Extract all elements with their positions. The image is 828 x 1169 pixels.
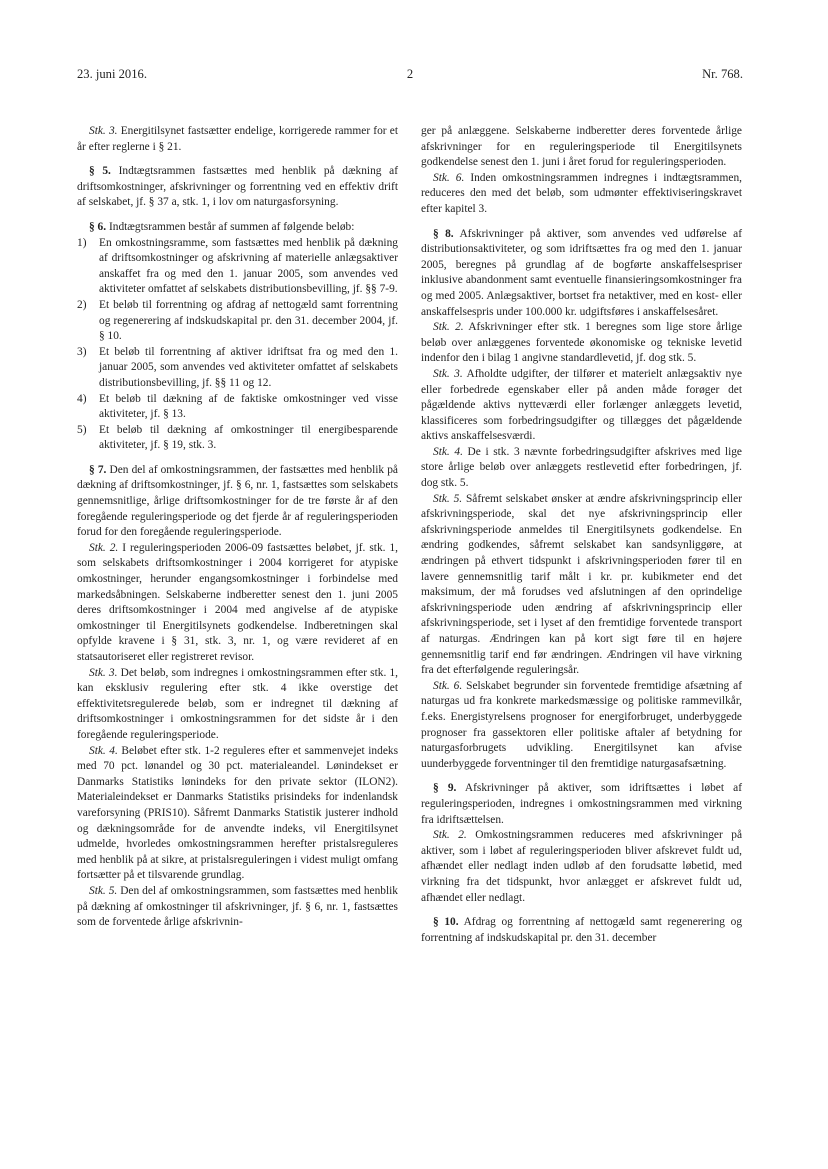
paragraph-text: Energitilsynet fastsætter endelige, korrigerede rammer for et år efter reglerne i § 21. — [77, 125, 398, 153]
paragraph-text: Beløbet efter stk. 1-2 reguleres efter et sammenvejet indeks med 70 pct. lønandel og 30 pct. materialeandel. Lønindekset er Danmarks Statistiks lønindeks for den private sektor (ILON2). Materialeindekset er Danmarks Statistiks prisindeks for indenlandsk vareforsyning (PRIS10). Såfremt Danmarks Statistik justerer indhold og dækningsområde for de anvendte indeks, vil Energitilsynet udmelde, hvorledes omkostningsrammen herefter pristalsreguleres med henblik på at sikre, at pristalsreguleringen i videst muligt omfang fortsætter på et tilsvarende grundlag. — [77, 744, 398, 882]
paragraph-text: Såfremt selskabet ønsker at ændre afskrivningsprincip eller afskrivningsperiode, skal det nye afskrivningsprincip eller afskrivningsperiode anmeldes til Energitilsynets godkendelse. En ændring godkendes, såfremt selskabet kan sandsynliggøre, at ændringen på ethvert tidspunkt i afskrivningsperioden fører til en lavere gennemsnitlig tarif målt i kr. pr. kubikmeter end det maksimum, der må forudses ved afslutningen af den oprindelige afskrivningsperiode uden ændring af afskrivningsprincip eller afskrivningsperiode, set i lyset af den fremtidige forventede transport af naturgas. Ændringen kan på kort sigt føre til en højere gennemsnitlig tarif end før ændringen. Ændringen vil have virkning fra det efterfølgende reguleringsår. — [421, 492, 742, 677]
list-item-text: Et beløb til forrentning og afdrag af nettogæld samt forrentning og regenerering af indskudskapital pr. den 31. december 2004, jf. § 10. — [99, 298, 398, 343]
stk-label: Stk. 4. — [433, 445, 463, 458]
section-number: § 6. — [89, 220, 107, 233]
list-item — [77, 423, 398, 454]
left-column — [77, 124, 398, 931]
stk-label: Stk. 3. — [89, 125, 118, 137]
section-number: § 5. — [89, 165, 111, 178]
stk-label: Stk. 6. — [433, 171, 465, 184]
stk-label: Stk. 2. — [433, 829, 467, 842]
paragraph-text: Det beløb, som indregnes i omkostningsrammen efter stk. 1, kan eksklusiv regulering efter stk. 4 ikke overstige det effektivitetsregulerede beløb, som er indregnet til dækning af driftsomkostninger i omkostningsrammen for det sidste år i den foregående reguleringsperiode. — [77, 666, 398, 741]
paragraph-stk — [421, 828, 742, 906]
paragraph-stk — [77, 541, 398, 666]
right-column — [421, 124, 742, 946]
paragraph-text: Afskrivninger på aktiver, som idriftsættes i løbet af reguleringsperioden, indregnes i omkostningsrammen med virkning fra idriftsættelsen. — [421, 782, 742, 826]
paragraph-text: Afskrivninger på aktiver, som anvendes ved udførelse af distributionsaktiviteter, og som idriftsættes fra og med den 1. januar 2005, beregnes på grundlag af de bogførte anskaffelsespriser inklusive abandonment samt eventuelle finansieringsomkostninger fra og med 2005. Anlægsaktiver, bortset fra netaktiver, med en kost- eller anskaffelsespris under 100.000 kr. udgiftsføres i anskaffelsesåret. — [421, 227, 742, 318]
list-item — [77, 392, 398, 423]
list-item-number: 5) — [77, 423, 87, 436]
section-paragraph — [77, 463, 398, 541]
section-number: § 7. — [89, 463, 107, 476]
header-date: 23. juni 2016. — [77, 67, 147, 81]
paragraph-text: Afskrivninger efter stk. 1 beregnes som lige store årlige beløb over anlæggenes forventede økonomiske og tekniske levetid indenfor den i bilag 1 angivne standardlevetid, jf. dog stk. 5. — [421, 321, 743, 365]
paragraph-continuation: ger på anlæggene. Selskaberne indberetter deres forventede årlige afskrivninger for en reguleringsperiode til Energitilsynets godkendelse senest den 1. juni i året forud for reguleringsperioden. — [421, 125, 742, 169]
paragraph-stk — [77, 124, 398, 155]
list-item-text: En omkostningsramme, som fastsættes med henblik på dækning af driftsomkostninger og afskrivning af materielle anlægsaktiver anskaffet fra og med den 1. januar 2005, som anvendes ved aktiviteter omfattet af selskabets distributionsbevilling, jf. §§ 7-9. — [99, 236, 398, 296]
list-item-text: Et beløb til forrentning af aktiver idriftsat fra og med den 1. januar 2005, som anvendes ved aktiviteter omfattet af selskabets distributionsbevilling, jf. §§ 11 og 12. — [99, 345, 398, 389]
stk-label: Stk. 2. — [433, 321, 464, 334]
stk-label: Stk. 5. — [433, 492, 463, 505]
list-item-number: 3) — [77, 345, 87, 358]
stk-label: Stk. 3. — [89, 666, 118, 679]
section-paragraph — [77, 164, 398, 211]
paragraph-text: Afholdte udgifter, der tilfører et materielt anlægsaktiv nye eller forbedrede egenskaber eller på anden måde forøger det pågældende aktivs nytteværdi eller forlænger anlæggets levetid, klassificeres som forbedringsudgifter og tillægges det pågældende aktivs anskaffelsesværdi. — [421, 367, 743, 443]
list-item-number: 4) — [77, 392, 87, 405]
list-item — [77, 298, 398, 345]
paragraph-stk — [421, 367, 742, 445]
section-paragraph — [77, 220, 398, 236]
paragraph-text: Omkostningsrammen reduceres med afskrivninger på aktiver, som i løbet af reguleringsperioden bliver afskrevet fuldt ud, afhændet eller nedlagt inden udløb af den forudsatte løbetid, med virkning fra det tidspunkt, hvor anlægget er afskrevet fuldt ud, afhændet eller nedlagt. — [421, 829, 742, 904]
section-number: § 9. — [433, 782, 457, 795]
paragraph-text: Den del af omkostningsrammen, der fastsættes med henblik på dækning af driftsomkostninger, jf. § 6, nr. 1, fastsættes som selskabets gennemsnitlige, årlige driftsomkostninger for de tre første år af den foregående reguleringsperiode og det fjerde år af reguleringsperioden forud for den foregående reguleringsperiode. — [77, 463, 398, 539]
list-item-text: Et beløb til dækning af de faktiske omkostninger ved visse aktiviteter, jf. § 13. — [99, 392, 398, 421]
section-paragraph — [421, 227, 742, 321]
list-item — [77, 236, 398, 298]
stk-label: Stk. 2. — [89, 541, 119, 554]
paragraph-stk — [77, 744, 398, 884]
list-item-number: 2) — [77, 298, 87, 311]
stk-label: Stk. 6. — [433, 679, 463, 692]
paragraph-text: Indtægtsrammen består af summen af følgende beløb: — [108, 220, 355, 233]
numbered-list — [77, 236, 398, 454]
paragraph-text: Selskabet begrunder sin forventede fremtidige afsætning af naturgas ud fra konkrete markedsmæssige og politiske rammevilkår, f.eks. Energistyrelsens prognoser for energiforbruget, underbyggede prognoser fra gassektoren eller politiske aftaler af betydning for naturgasforbrugets udvikling. Energitilsynet kan afvise uunderbyggede forventninger til den fremtidige naturgasafsætning. — [421, 679, 742, 770]
paragraph-stk — [421, 171, 742, 218]
paragraph-text: Indtægtsrammen fastsættes med henblik på dækning af driftsomkostninger, afskrivninger og forrentning ved en effektiv drift af selskabet, jf. § 37 a, stk. 1, i lov om naturgasforsyning. — [77, 165, 398, 209]
paragraph-stk — [421, 445, 742, 492]
paragraph-text: De i stk. 3 nævnte forbedringsudgifter afskrives med lige store årlige beløb over anlæggets restlevetid efter forbedringen, jf. dog stk. 5. — [421, 445, 742, 490]
list-item — [77, 345, 398, 392]
paragraph-stk — [421, 492, 742, 679]
section-number: § 10. — [433, 916, 459, 929]
paragraph-stk — [77, 666, 398, 744]
section-number: § 8. — [433, 227, 454, 240]
stk-label: Stk. 4. — [89, 744, 118, 757]
paragraph-text: Inden omkostningsrammen indregnes i indtægtsrammen, reduceres den med det beløb, som udmønter effektiviseringskravet efter kapitel 3. — [421, 171, 742, 215]
section-paragraph — [421, 781, 742, 828]
stk-label: Stk. 3. — [433, 367, 463, 380]
paragraph-text: Den del af omkostningsrammen, som fastsættes med henblik på dækning af omkostninger til afskrivninger, jf. § 6, nr. 1, fastsættes som de forventede årlige afskrivnin- — [77, 884, 398, 929]
stk-label: Stk. 5. — [89, 884, 118, 897]
list-item-number: 1) — [77, 236, 87, 249]
header-page-number: 2 — [406, 67, 414, 81]
paragraph-text: I reguleringsperioden 2006-09 fastsættes beløbet, jf. stk. 1, som selskabets driftsomkostninger i 2004 korrigeret for atypiske omkostninger, herunder engangsomkostninger i forbindelse med markedsåbningen. Selskaberne indberetter senest den 1. juni 2005 deres driftsomkostninger i 2004 med angivelse af de atypiske omkostninger til Energitilsynets godkendelse. Indberetningen skal opfylde kravene i § 31, stk. 3, nr. 1, og være revideret af en statsautoriseret eller registreret revisor. — [77, 541, 398, 663]
paragraph-stk — [421, 320, 742, 367]
section-paragraph — [421, 915, 742, 946]
list-item-text: Et beløb til dækning af omkostninger til energibesparende aktiviteter, jf. § 19, stk. 3. — [99, 423, 398, 452]
paragraph-stk — [421, 679, 742, 773]
paragraph-text: Afdrag og forrentning af nettogæld samt regenerering og forrentning af indskudskapital pr. den 31. december — [421, 916, 743, 944]
paragraph-stk — [77, 884, 398, 931]
header-document-number: Nr. 768. — [702, 67, 743, 81]
